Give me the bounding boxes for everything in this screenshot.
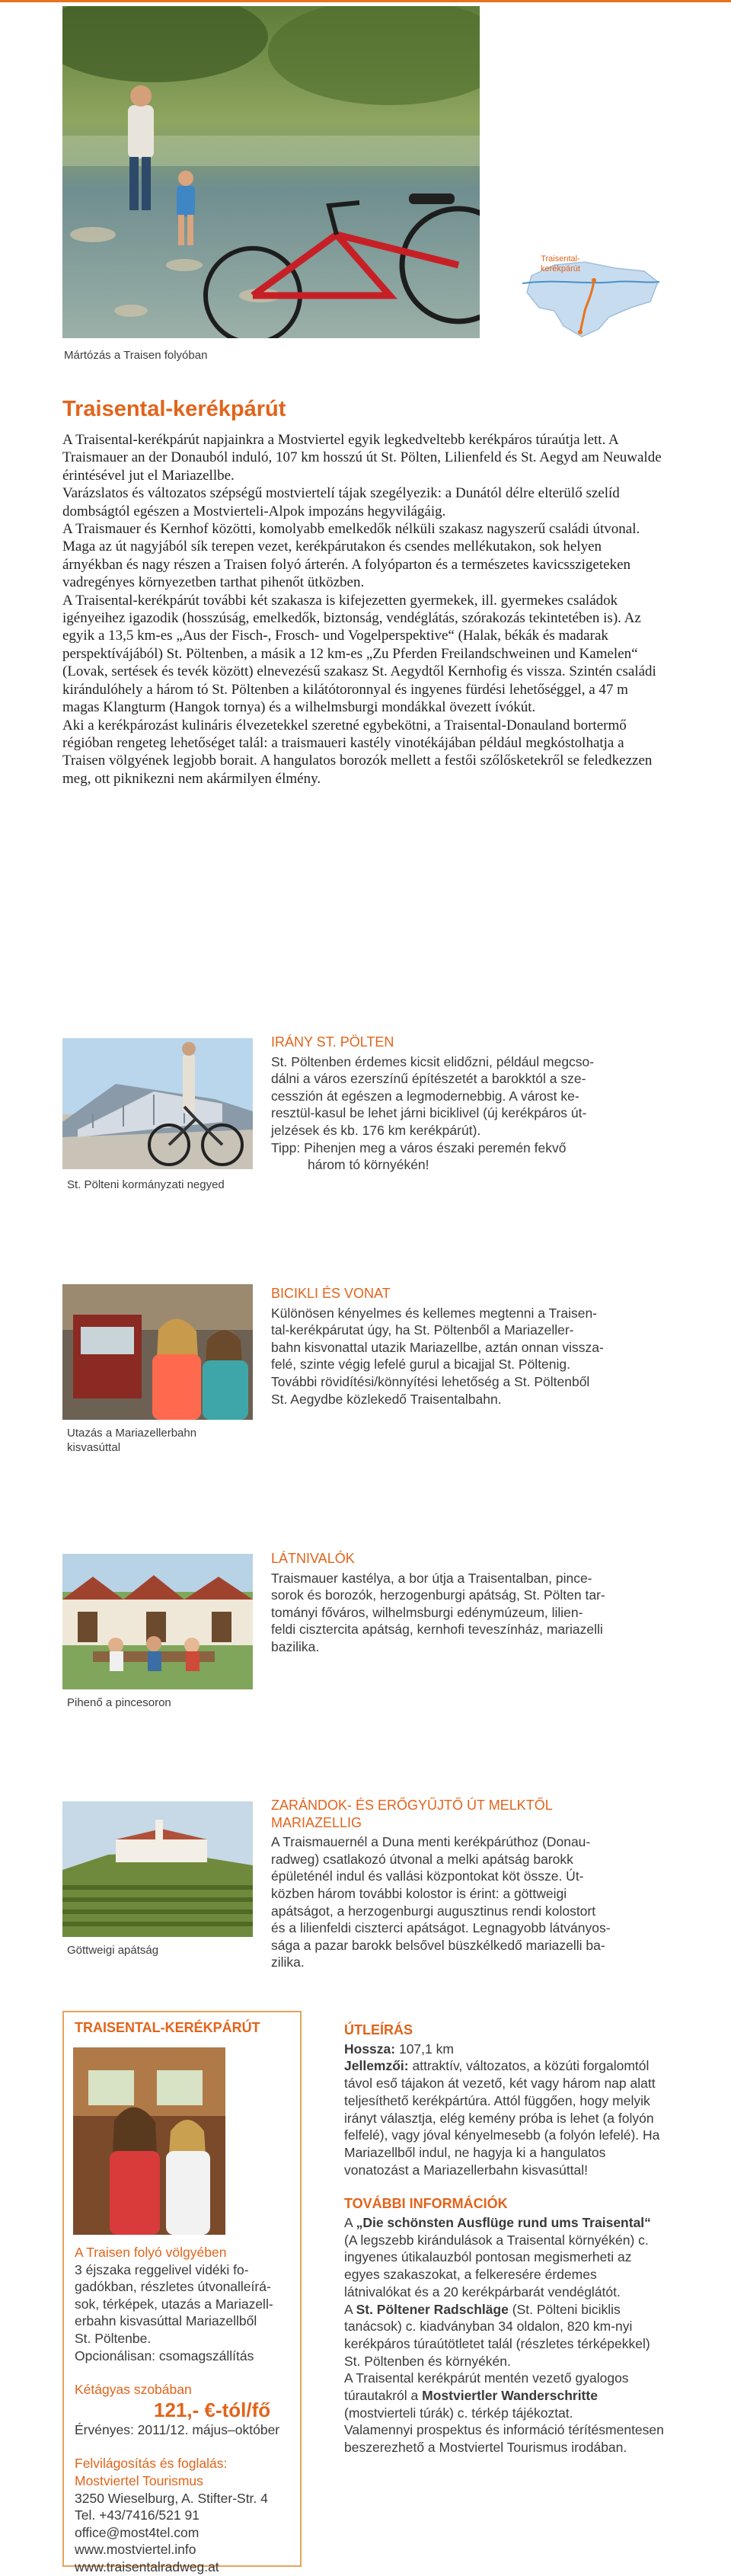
article-paragraph: A Traisental-kerékpárút további két szakasza is kifejezetten gyermekek, ill. gyermekes családok igényeihez igazodik (hosszúság, emelkedők, biztonság, vendéglátás, szórakozás tekintetében is). Az egyik a 13,5 km-es „Aus der Fisch-, Frosch- und Vogelperspektive“ (Halak, békák és madarak perspektívájából) St. Pöltenben, a másik a 12 km-es „Zu Pferden Freilandschweinen und Kamelen“ (Lovak, sertések és tevék között) elnevezésű szakasz St. Aegydtől Kernhofig és vissza. Szintén családi kirándulóhely a három tó St. Pöltenben a kilátótoronnyal és ingyenes fürdési lehetőséggel, a 47 m magas Klangturm (Hangok tornya) és a wilhelmsburgi mondákkal övezett ívókút.: [62, 592, 656, 716]
contact-phone[interactable]: Tel. +43/7416/521 91: [75, 2507, 200, 2523]
hero-photo: [62, 6, 480, 338]
text-line: és a lilienfeldi ciszterci apátságot. Legnagyobb látványos-: [271, 1920, 611, 1936]
text-line: További rövidítési/könnyítési lehetőség a St. Pöltenből: [271, 1373, 590, 1389]
offer-line: sok, térképek, utazás a Mariazell-: [75, 2296, 273, 2312]
more-info-paragraph: [344, 2214, 664, 2301]
pilgrim-route-title: ZARÁNDOK- ÉS ERŐGYŰJTŐ ÚT MELKTŐL MARIAZELLIG: [271, 1798, 553, 1830]
train-caption-line2: kisvasúttal: [67, 1441, 121, 1454]
offer-price: 121,- €-tól/fő: [154, 2398, 271, 2421]
top-accent-rule: [0, 0, 731, 2]
route-map: [509, 229, 661, 343]
text-line: Traismauer kastélya, a bor útja a Traisentalban, pince-: [271, 1570, 592, 1586]
text-fragment: A: [344, 2215, 356, 2231]
text-line: három tó környékén!: [308, 1157, 429, 1173]
st-polten-caption: St. Pölteni kormányzati negyed: [67, 1178, 225, 1191]
offer-photo: [73, 2047, 225, 2235]
train-caption-line1: Utazás a Mariazellerbahn: [67, 1427, 197, 1440]
contact-website[interactable]: www.traisentalradweg.at: [75, 2558, 219, 2574]
text-line: Különösen kényelmes és kellemes megtenni a Traisen-: [271, 1305, 597, 1321]
contact-label-line2: Mostviertel Tourismus: [75, 2472, 203, 2488]
route-length-label: Hossza:: [344, 2041, 396, 2057]
map-title: Mostviertler Wanderschritte: [422, 2388, 598, 2404]
text-line: feldi cisztercita apátság, kernhofi teveszínház, mariazelli: [271, 1622, 603, 1638]
offer-box: [62, 2011, 302, 2574]
offer-line: erbahn kisvasúttal Mariazellből: [75, 2313, 257, 2329]
contact-website[interactable]: www.mostviertel.info: [75, 2542, 196, 2558]
more-info-paragraph: Valamennyi prospektus és információ térítésmentesen beszerezhető a Mostviertel Tourismus irodában.: [344, 2422, 664, 2456]
text-fragment: A: [344, 2301, 356, 2317]
text-line: bazilika.: [271, 1638, 320, 1654]
bike-train-section: [271, 1285, 629, 1408]
text-line: Tipp: Pihenjen meg a város északi peremén fekvő: [271, 1139, 567, 1155]
text-line: apátságot, a herzogenburgi augusztinus rendi kolostort: [271, 1903, 596, 1919]
offer-validity: Érvényes: 2011/12. május–október: [75, 2421, 280, 2437]
more-info-title: TOVÁBBI INFORMÁCIÓK: [344, 2196, 508, 2212]
offer-line: St. Pöltenbe.: [75, 2330, 152, 2346]
route-title: ÚTLEÍRÁS: [344, 2022, 413, 2037]
contact-label-line1: Felvilágosítás és foglalás:: [75, 2456, 228, 2472]
text-fragment: (A legszebb kirándulások a Traisental környékén) c. ingyenes útikalauzból pontosan megismerheti az egyes szakaszokat, a felkeresére érdemes látnivalókat és a 20 kerékpárbarát vendéglátót.: [344, 2232, 649, 2300]
more-info-paragraph: [344, 2301, 664, 2370]
route-text: [344, 2041, 664, 2058]
article-paragraph: A Traismauer és Kernhof közötti, komolyabb emelkedők nélküli szakasz nagyszerű családi útvonal. Maga az út nagyjából sík terepen vezet, kerékpárutakon és csendes mellékutakon, sok helyen árnyékban és nagy részen a Traisen folyó árterén. A folyóparton és a természetes kavicsszigeteken vadregényes környezetben tarthat pihenőt ütközben.: [62, 521, 640, 591]
text-line: jelzések és kb. 176 km kerékpárút).: [271, 1122, 481, 1138]
st-polten-photo: [62, 1038, 253, 1169]
gottweig-caption: Göttweigi apátság: [67, 1944, 159, 1957]
offer-subtitle: A Traisen folyó völgyében: [75, 2245, 227, 2260]
route-character-label: Jellemzői:: [344, 2058, 409, 2074]
hero-caption: Mártózás a Traisen folyóban: [64, 349, 208, 362]
offer-line: 3 éjszaka reggelivel vidéki fo-: [75, 2261, 249, 2277]
offer-line: Opcionálisan: csomagszállítás: [75, 2347, 254, 2363]
article-title: Traisental-kerékpárút: [62, 397, 286, 421]
map-label-line1: Traisental-: [541, 254, 580, 264]
text-line: sága a pazar barokk belsővel büszkélkedő mariazelli ba-: [271, 1937, 605, 1953]
st-polten-section: [271, 1034, 629, 1174]
text-line: sorok és borozók, herzogenburgi apátság, St. Pölten tar-: [271, 1587, 605, 1603]
article-paragraph: A Traisental-kerékpárút napjainkra a Mostviertel egyik legkedveltebb kerékpáros túraútja lett. A Traismauer an der Donauból induló, 107 km hosszú út St. Pölten, Lilienfeld és St. Aegyd am Neuwalde érintésével jut el Mariazellbe.: [62, 432, 662, 484]
text-line: radweg) csatlakozó útvonal a melki apátság barokk: [271, 1851, 573, 1867]
text-fragment: (St. Pölteni biciklis tanácsok) c. kiadványban 34 oldalon, 820 km-nyi kerékpáros túraútötletet talál (részletes térképekkel) St. Pöltenben és környékén.: [344, 2301, 650, 2369]
article-body: [62, 431, 664, 788]
map-label-line2: kerékpárút: [541, 264, 580, 273]
sights-title: LÁTNIVALÓK: [271, 1551, 355, 1566]
text-line: közben három további kolostor is érint: a göttweigi: [271, 1885, 567, 1901]
price-label: Kétágyas szobában: [75, 2382, 192, 2398]
more-info-paragraph: [344, 2370, 664, 2421]
contact-email[interactable]: office@most4tel.com: [75, 2524, 200, 2540]
text-line: resztül-kasul be lehet járni biciklivel (új kerékpáros út-: [271, 1105, 587, 1121]
train-photo: [62, 1284, 253, 1420]
text-line: tal-kerékpárutat úgy, ha St. Pöltenből a Mariazeller-: [271, 1322, 574, 1338]
contact-address: 3250 Wieselburg, A. Stifter-Str. 4: [75, 2490, 268, 2506]
wine-cellar-photo: [62, 1554, 253, 1689]
offer-line: gadókban, részletes útvonalleírá-: [75, 2279, 271, 2295]
article-paragraph: Varázslatos és változatos szépségű mostviertelí tájak szegélyezik: a Dunától délre elterülő szelíd dombságtól egészen a Mostvierteli-Alpok impozáns hegyvilágáig.: [62, 485, 620, 519]
text-line: épületénél indul és vallási központokat köt össze. Út-: [271, 1868, 584, 1884]
text-line: dálni a város ezerszínű építészetét a barokktól a sze-: [271, 1071, 586, 1087]
article-paragraph: Aki a kerékpározást kulináris élvezetekkel szeretné egybekötni, a Traisental-Donauland bortermő régióban rengeteg lehetőséget talál: a traismaueri kastély vinotékájában például megkóstolhatja a Traisen völgyének legjobb borait. A hangulatos borozók mellett a festői szőlősketekről se feledkezzen meg, ott piknikezni nem akármilyen élmény.: [62, 717, 653, 787]
route-character-text: attraktív, változatos, a közúti forgalomtól távol eső tájakon át vezető, két vagy három nap alatt teljesíthető kerékpártúra. Attól függően, hogy melyik irányt választja, elég kemény próba is lehet (a folyón felfelé), vagy jóval kényelmesebb (a folyón lefelé). Ha Mariazellből indul, ne hagyja ki a hangulatos vonatozást a Mariazellerbahn kisvasúttal!: [344, 2058, 660, 2178]
st-polten-title: IRÁNY ST. PÖLTEN: [271, 1034, 394, 1050]
brochure-title: St. Pöltener Radschläge: [356, 2301, 509, 2317]
wine-cellar-caption: Pihenő a pincesoron: [67, 1696, 171, 1709]
text-line: St. Aegydbe közlekedő Traisentalbahn.: [271, 1391, 502, 1407]
text-line: felé, szinte végig lefelé gurul a bicajjal St. Pöltenig.: [271, 1357, 571, 1373]
brochure-title: „Die schönsten Ausflüge rund ums Traisental“: [356, 2215, 651, 2231]
offer-body: [75, 2244, 294, 2576]
route-length-value: 107,1 km: [395, 2041, 454, 2057]
offer-title: TRAISENTAL-KERÉKPÁRÚT: [75, 2020, 260, 2035]
text-line: cesszión át egészen a legmodernebbig. A várost ke-: [271, 1088, 579, 1104]
sights-section: [271, 1550, 629, 1656]
text-line: zilika.: [271, 1954, 305, 1970]
text-fragment: (mostvierteli túrák) c. térkép tájékoztat.: [344, 2405, 573, 2421]
info-column: [344, 2021, 664, 2456]
bike-train-title: BICIKLI ÉS VONAT: [271, 1286, 391, 1301]
text-line: bahn kisvonattal utazik Mariazellbe, aztán onnan vissza-: [271, 1339, 604, 1355]
text-fragment: A Traisental kerékpárút mentén vezető gyalogos túrautakról a: [344, 2370, 629, 2404]
route-text: [344, 2057, 664, 2178]
pilgrim-route-section: [271, 1797, 629, 1971]
text-line: tományi főváros, wilhelmsburgi edénymúzeum, lilien-: [271, 1604, 583, 1620]
gottweig-photo: [62, 1801, 253, 1937]
text-line: A Traismauernél a Duna menti kerékpárúthoz (Donau-: [271, 1834, 591, 1850]
text-line: St. Pöltenben érdemes kicsit elidőzni, például megcso-: [271, 1053, 595, 1069]
